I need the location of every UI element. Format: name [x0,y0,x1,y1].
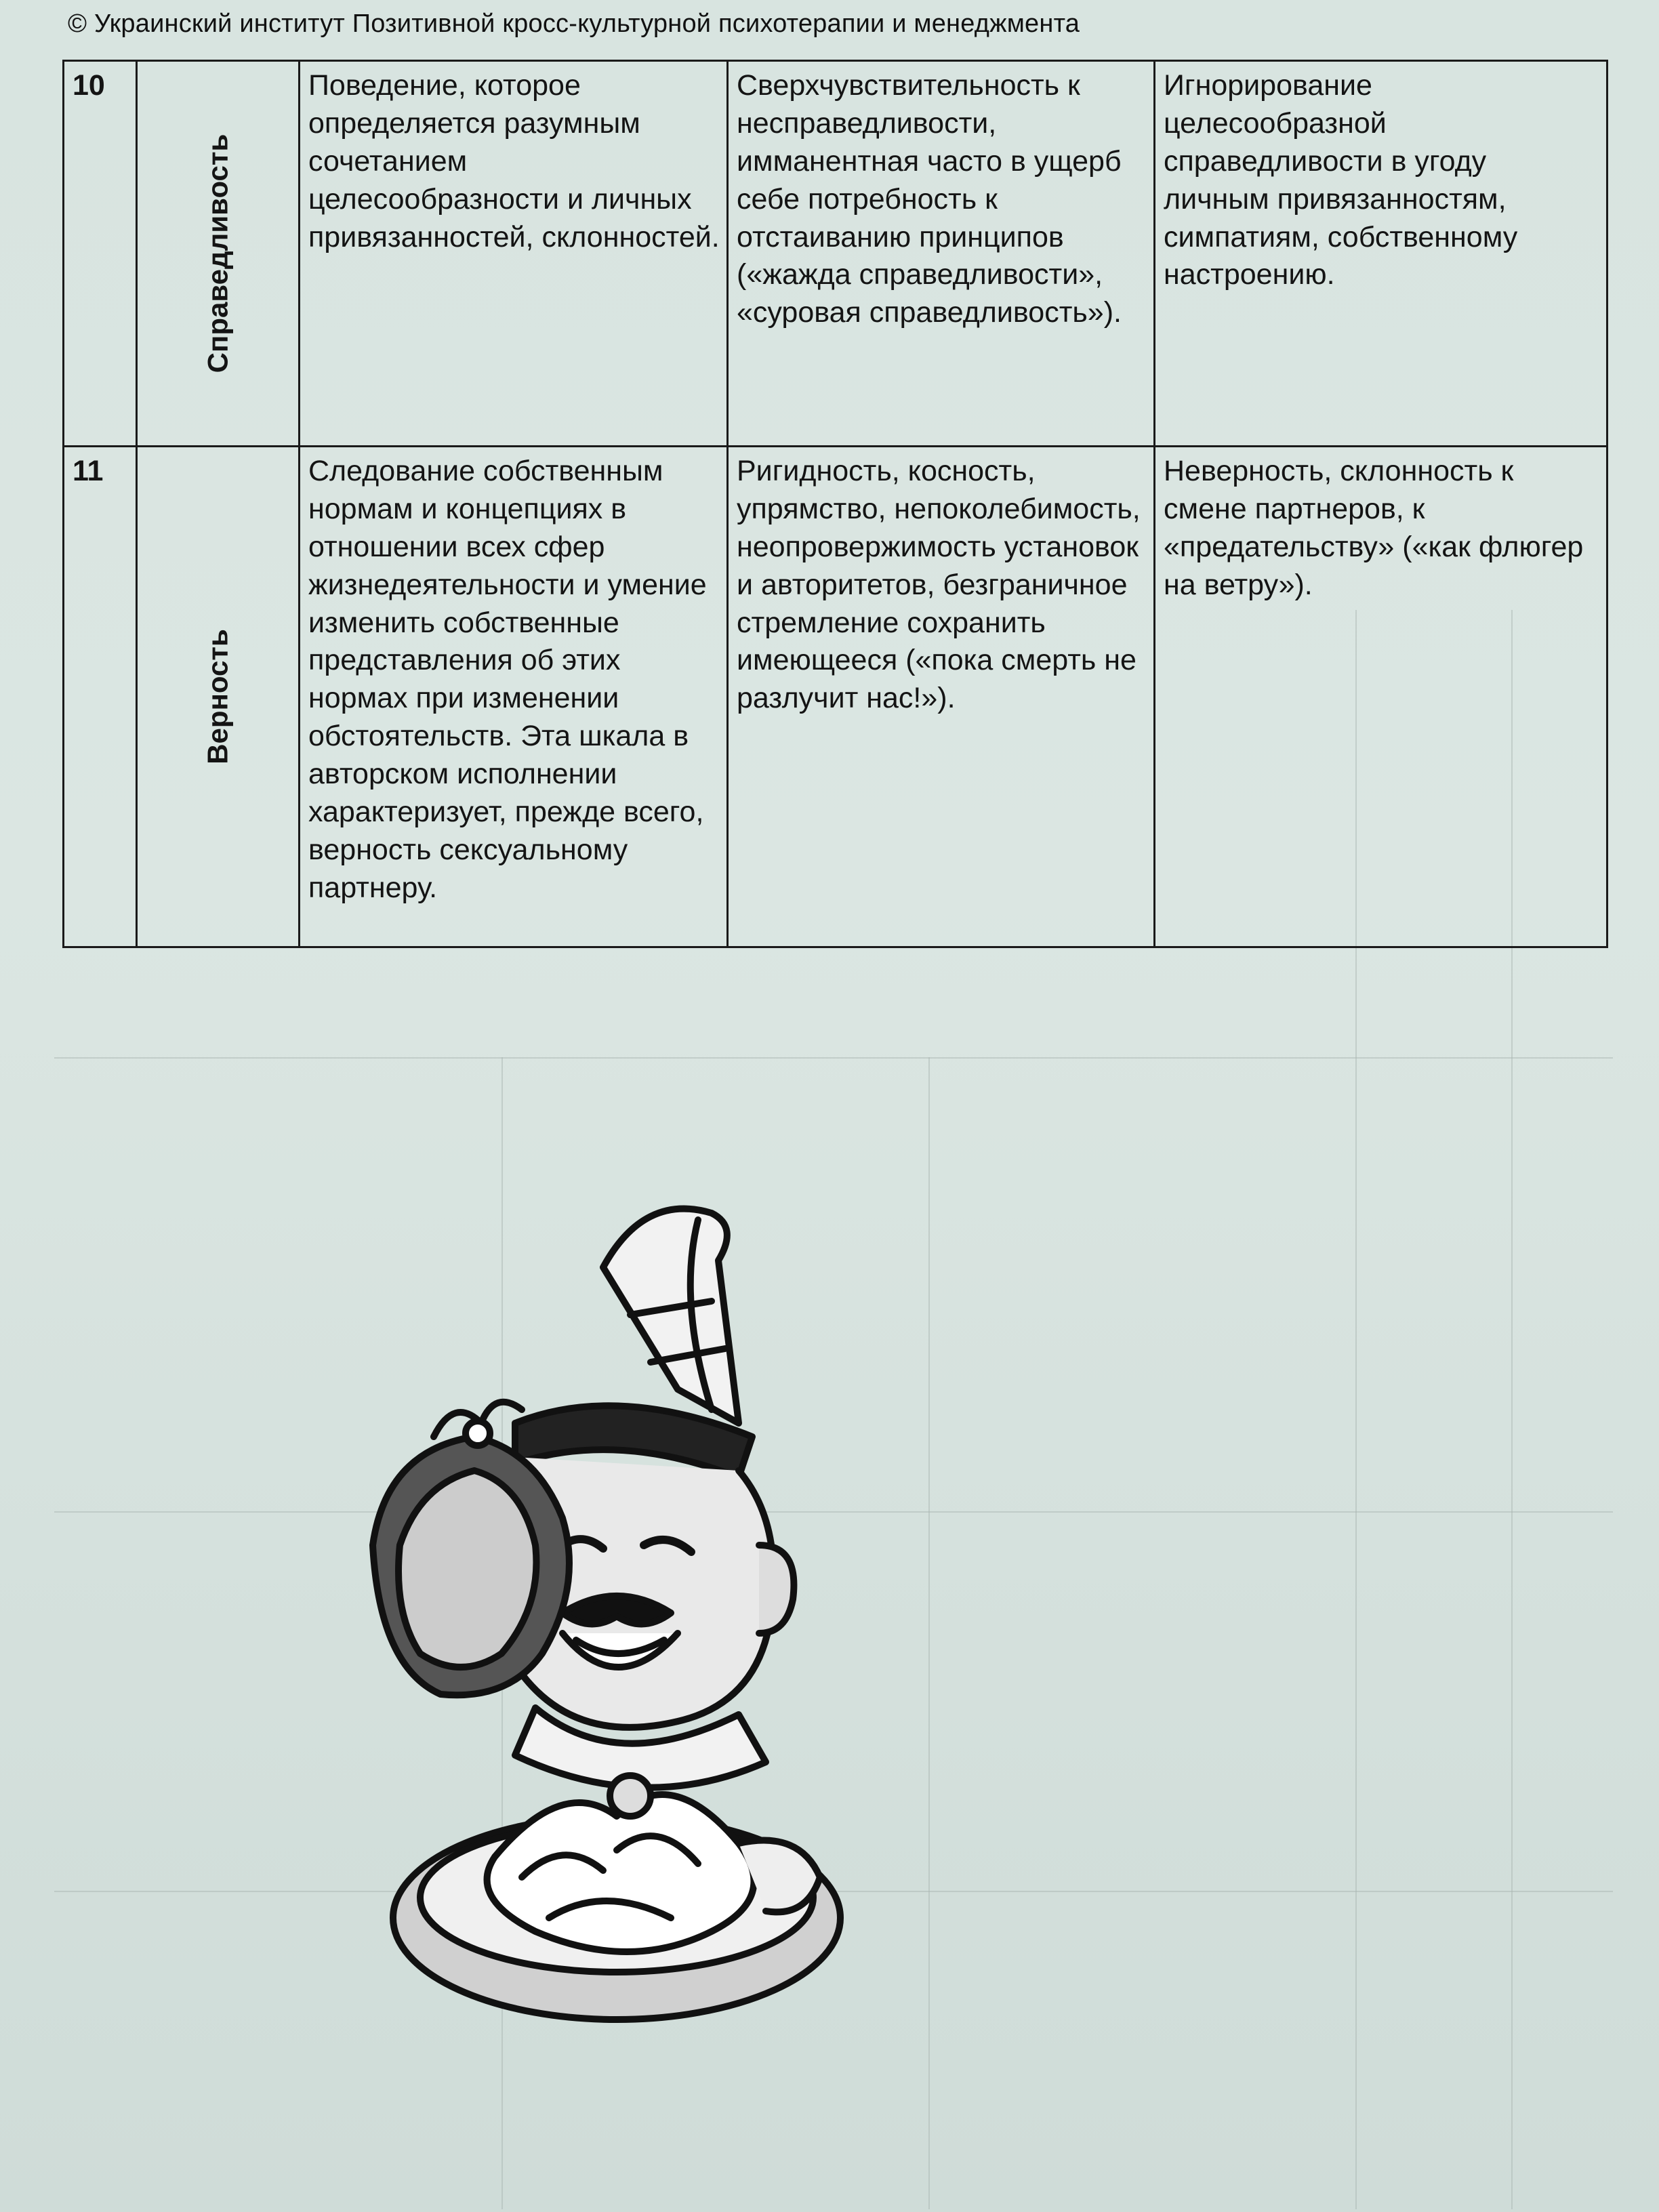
chef-with-cloche-icon [359,1166,1172,2114]
row-name-cell [137,447,300,947]
values-table [62,60,1608,948]
row-number: 10 [64,61,137,447]
excess-cell: Сверхчувствительность к несправедливости, имманентная часто в ущерб себе потребность к отстаиванию принципов («жажда справедливости», «суровая справедливость»). [728,61,1155,447]
page-header: © Украинский институт Позитивной кросс-культурной психотерапии и менеджмента [68,9,1080,38]
table-row [64,61,1607,447]
normal-behavior-cell: Следование собственным нормам и концепциях в отношении всех сфер жизнедеятельности и умение изменить собственные представления об этих нормах при изменении обстоятельств. Эта шкала в авторском исполнении характеризует, прежде всего, верность сексуальному партнеру. [300,447,728,947]
excess-cell: Ригидность, косность, упрямство, непоколебимость, неопровержимость установок и авторитетов, безграничное стремление сохранить имеющееся («пока смерть не разлучит нас!»). [728,447,1155,947]
bleed-line [54,1057,1613,1059]
row-number: 11 [64,447,137,947]
deficit-cell: Неверность, склонность к смене партнеров, к «предательству» («как флюгер на ветру»). [1155,447,1607,947]
normal-behavior-cell: Поведение, которое определяется разумным сочетанием целесообразности и личных привязанностей, склонностей. [300,61,728,447]
deficit-cell: Игнорирование целесообразной справедливости в угоду личным привязанностям, симпатиям, собственному настроению. [1155,61,1607,447]
row-name: Справедливость [201,134,234,373]
table-row [64,447,1607,947]
row-name-cell [137,61,300,447]
row-name: Верность [201,629,234,764]
